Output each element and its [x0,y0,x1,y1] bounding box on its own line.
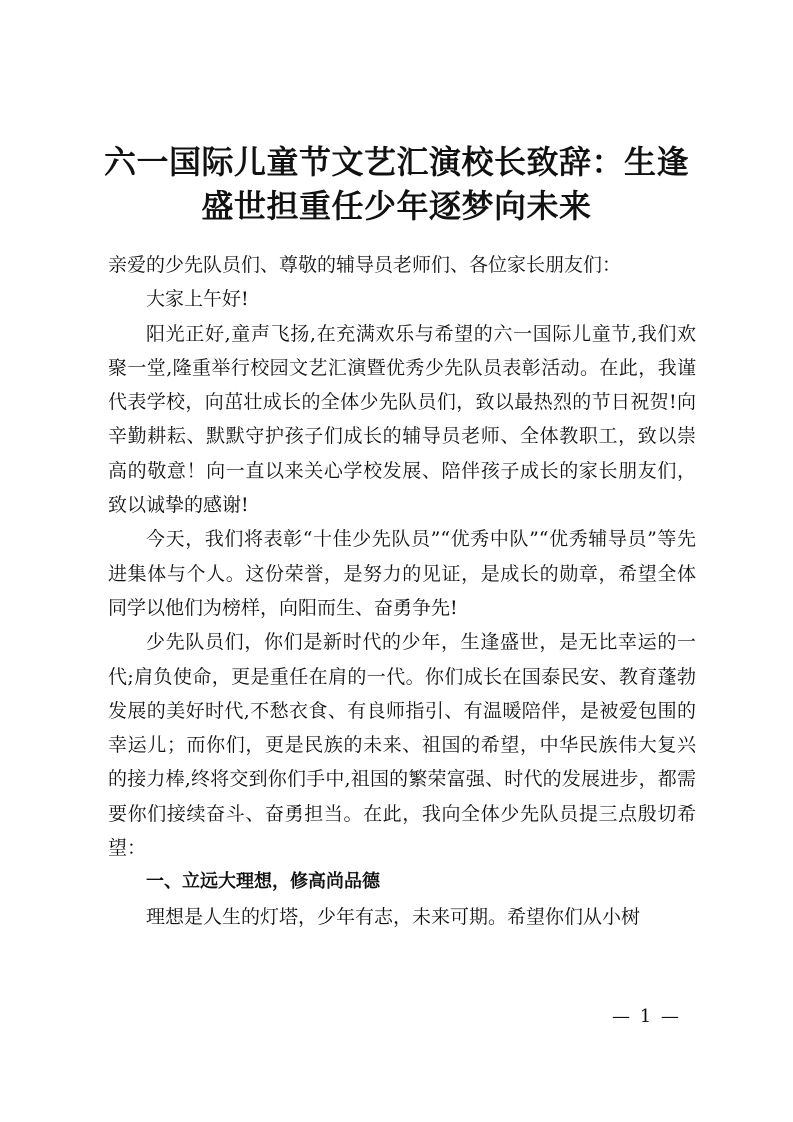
document-title [96,140,697,228]
document-body [108,248,696,934]
paragraph-ideals: 理想是人生的灯塔，少年有志，未来可期。希望你们从小树 [146,905,641,928]
salutation: 亲爱的少先队员们、尊敬的辅导员老师们、各位家长朋友们： [108,254,622,276]
paragraph-commendation: 今天，我们将表彰“十佳少先队员”“优秀中队”“优秀辅导员”等先进集体与个人。这份荣誉，是努力的见证，是成长的勋章，希望全体同学以他们为榜样，向阳而生、奋勇争先! [108,528,696,619]
title-line-1: 六一国际儿童节文艺汇演校长致辞：生逢 [103,143,689,181]
paragraph-era: 少先队员们，你们是新时代的少年，生逢盛世，是无比幸运的一代;肩负使命，更是重任在肩的一代。你们成长在国泰民安、教育蓬勃发展的美好时代,不愁衣食、有良师指引、有温暖陪伴，是被爱包围的幸运儿；而你们，更是民族的未来、祖国的希望，中华民族伟大复兴的接力棒,终将交到你们手中,祖国的繁荣富强、时代的发展进步，都需要你们接续奋斗、奋勇担当。在此，我向全体少先队员提三点殷切希望： [108,631,696,860]
page-number: — 1 — [612,1006,681,1027]
title-line-2: 盛世担重任少年逐梦向未来 [201,187,592,225]
paragraph-opening: 阳光正好,童声飞扬,在充满欢乐与希望的六一国际儿童节,我们欢聚一堂,隆重举行校园文艺汇演暨优秀少先队员表彰活动。在此，我谨代表学校，向茁壮成长的全体少先队员们，致以最热烈的节日祝贺!向辛勤耕耘、默默守护孩子们成长的辅导员老师、全体教职工，致以崇高的敬意！向一直以来关心学校发展、陪伴孩子成长的家长朋友们，致以诚挚的感谢! [108,322,696,517]
section-heading-1: 一、立远大理想，修高尚品德 [146,871,380,893]
greeting: 大家上午好! [146,288,249,311]
